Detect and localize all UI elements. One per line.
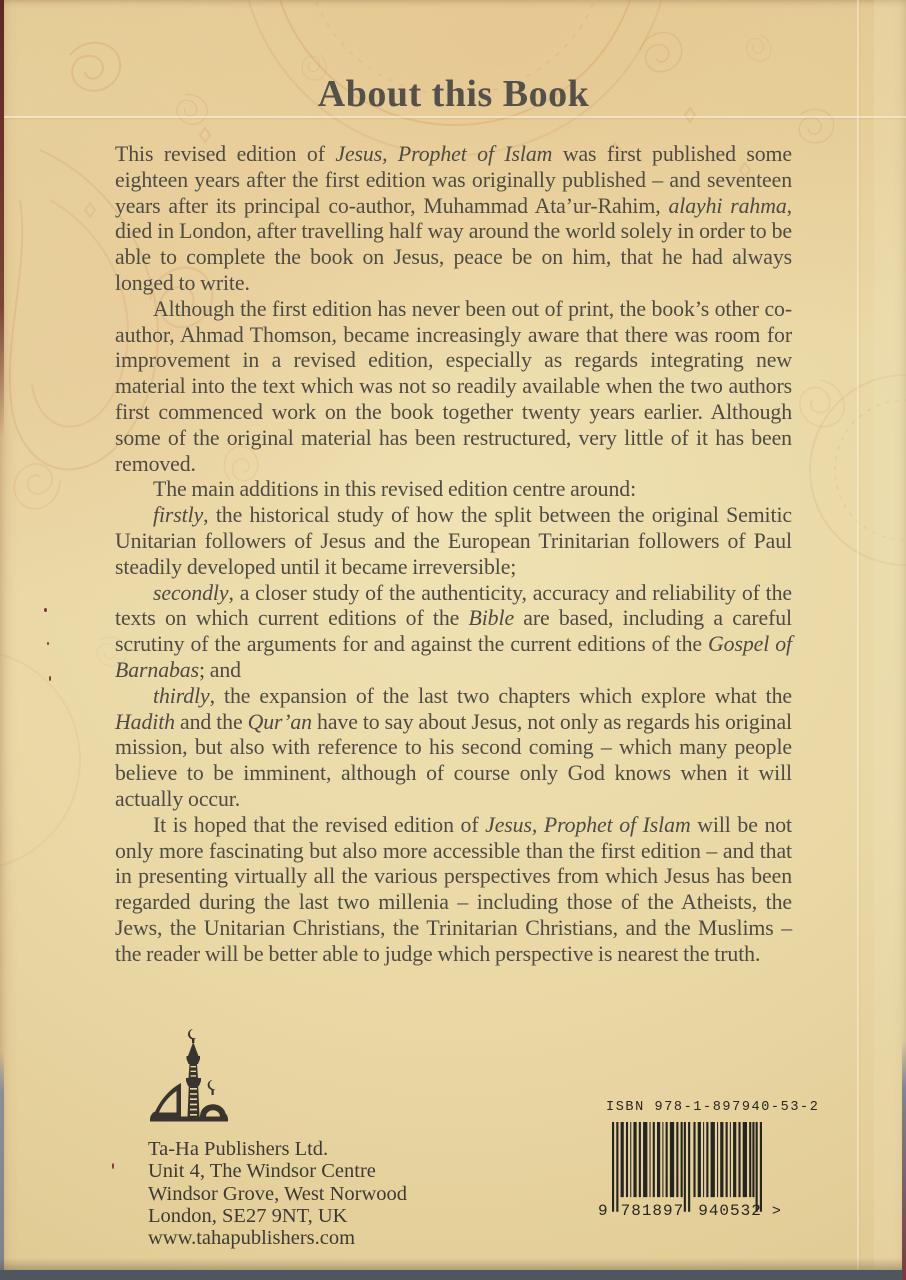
text-segment: , a closer study of the authenticity, accuracy and reliability of the texts on which current editions of the [115, 580, 792, 631]
text-segment: , the historical study of how the split between the original Semitic Unitarian followers of Jesus and the European Trinitarian followers of Paul steadily developed until it became irreversible; [115, 503, 792, 579]
publisher-website: www.tahapublishers.com [148, 1227, 356, 1250]
isbn-number: ISBN 978-1-897940-53-2 [606, 1100, 820, 1115]
horizontal-crease [0, 116, 906, 118]
publisher-address-1: Unit 4, The Windsor Centre [148, 1160, 376, 1183]
book-title-italic: Bible [468, 606, 515, 631]
barcode-digit-group: 9 [598, 1202, 609, 1220]
arabic-phrase-italic: alayhi rahma [668, 193, 787, 218]
paragraph-secondly [115, 581, 792, 684]
paragraph-3 [115, 477, 792, 503]
ink-speckle [47, 642, 49, 645]
bottom-shadow [0, 1258, 906, 1270]
paragraph-1 [115, 142, 792, 297]
text-segment: Although the first edition has never been out of print, the book’s other co-author, Ahmad Thomson, became increasingly aware that there was room for improvement in a revised edition, especially as regards integrating new material into the text which was not so readily available when the two authors first commenced work on the book together twenty years earlier. Although some of the original material has been restructured, very little of it has been removed. [115, 296, 792, 476]
text-segment: was first published some eighteen years after the first edition was originally published – and seventeen years after its principal co-author, Muhammad Ata’ur-Rahim, [115, 142, 792, 218]
scan-edge-bottom [0, 1270, 906, 1280]
ink-speckle [112, 1163, 114, 1169]
ink-speckle [49, 676, 51, 681]
barcode-digit-group: 781897 [620, 1202, 685, 1220]
publisher-address-2: Windsor Grove, West Norwood [148, 1182, 408, 1205]
ordinal-italic: secondly [153, 580, 229, 605]
book-title-italic: Hadith [115, 709, 175, 734]
text-segment: The main additions in this revised edition centre around: [153, 477, 637, 502]
text-segment: are based, including a careful scrutiny of the arguments for and against the current editions of the [115, 606, 792, 657]
book-title-italic: Qur’an [247, 709, 312, 734]
isbn-barcode-block [596, 1100, 820, 1238]
text-segment: and the [174, 709, 248, 734]
ordinal-italic: firstly [153, 503, 204, 528]
text-segment: It is hoped that the revised edition of [153, 812, 486, 837]
ordinal-italic: thirdly [153, 683, 210, 708]
barcode-digits [596, 1202, 796, 1220]
ink-speckle [44, 608, 47, 612]
paragraph-2 [115, 297, 792, 478]
about-text [115, 142, 792, 968]
barcode-quiet-zone-arrow: > [771, 1203, 782, 1220]
scan-edge-left-maroon [0, 0, 4, 438]
scan-edge-left-gray [0, 1052, 4, 1280]
book-title-italic: Jesus, Prophet of Islam [335, 142, 553, 166]
publisher-block [148, 1028, 407, 1249]
book-title-italic: Gospel of Barnabas [115, 632, 792, 682]
book-title-italic: Jesus, Prophet of Islam [485, 812, 691, 837]
scan-edge-right [902, 1040, 906, 1280]
publisher-address-3: London, SE27 9NT, UK [148, 1204, 348, 1227]
text-segment: , died in London, after travelling half way around the world solely in order to be able to complete the book on Jesus, peace be on him, that he had always longed to write. [115, 193, 792, 295]
text-segment: ; and [198, 657, 241, 682]
paragraph-firstly [115, 503, 792, 580]
text-segment: will be not only more fascinating but also more accessible than the first edition – and that in presenting virtually all the various perspectives from which Jesus has been regarded during the last two millenia – including those of the Atheists, the Jews, the Unitarian Christians, the Trinitarian Christians, and the Muslims – the reader will be better able to judge which perspective is nearest the truth. [115, 812, 793, 966]
text-segment: , the expansion of the last two chapters which explore what the [209, 683, 792, 708]
page-title: About this Book [317, 73, 590, 115]
mosque-minaret-icon [150, 1028, 230, 1132]
text-segment: have to say about Jesus, not only as regards his original mission, but also with reference to his second coming – which many people believe to be imminent, although of course only God knows when it will actually occur. [115, 709, 792, 811]
vertical-fold-crease [857, 0, 859, 1280]
publisher-name: Ta-Ha Publishers Ltd. [148, 1138, 329, 1160]
paragraph-thirdly [115, 684, 792, 813]
barcode-digit-group: 940532 [698, 1202, 762, 1220]
text-segment: This revised edition of [115, 142, 336, 166]
paragraph-closing [115, 813, 792, 968]
